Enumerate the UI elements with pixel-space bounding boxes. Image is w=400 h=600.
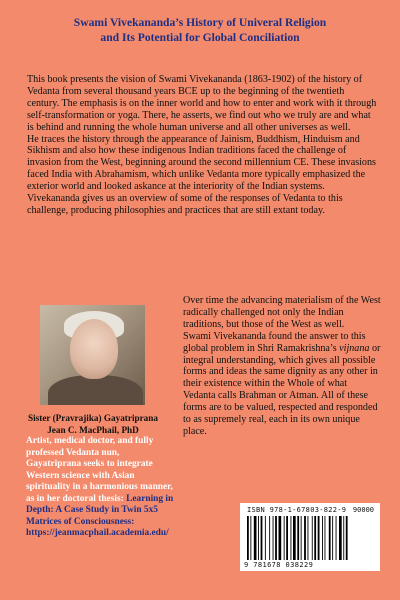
barcode-bar (273, 516, 274, 560)
barcode-bar (301, 516, 302, 560)
isbn-label: ISBN 978-1-67803-822-9 (247, 506, 347, 514)
paragraph-overview: Vivekananda gives us an overview of some of the responses of Vedanta to this challenge, producing philosophies and practices that are still extant today. (27, 193, 343, 216)
vijnana-term: vijnana (339, 342, 370, 354)
barcode-bar (325, 516, 326, 560)
answer-text-2: or integral understanding, which gives all possible forms and ideas the same dignity as any other in their existence within the Whole of what Vedanta calls Brahman or Atman. All of these forms are to be valued, respected and responded to as supremely real, each in its own unique place. (183, 342, 381, 437)
barcode-bar (254, 516, 257, 560)
barcode-bar (265, 516, 266, 560)
barcode-bar (304, 516, 306, 560)
author-url[interactable]: https://jeanmacphail.academia.edu/ (26, 528, 169, 538)
barcode-bar (250, 516, 251, 560)
bio-text: Artist, medical doctor, and fully professed Vedanta nun, Gayatriprana seeks to integrate Western science with Asian spirituality in a harmonious manner, as in her doctoral thesis: (26, 436, 173, 504)
barcode-bar (314, 516, 316, 560)
barcode-bar (318, 516, 320, 560)
isbn-barcode (240, 503, 380, 571)
barcode-bar (312, 516, 313, 560)
barcode-bar (291, 516, 292, 560)
answer-text-1: Swami Vivekananda found the answer to this global problem in Shri Ramakrishna’s (183, 330, 366, 354)
barcode-bar (332, 516, 333, 560)
paragraph-history: He traces the history through the appearance of Jainism, Buddhism, Hinduism and Sikhism and also how these indigenous Indian traditions faced the challenge of invasion from the West, beginning around the second millennium CE. These invasions faced India with Abrahamism, which unlike Vedanta more typically emphasized the exterior world and looked askance at the interiority of the Indian systems. (27, 133, 376, 193)
barcode-bar (308, 516, 309, 560)
title-line-1: Swami Vivekananda’s History of Univeral Religion (73, 16, 327, 29)
barcode-bar (279, 516, 282, 560)
author-name-religious: Sister (Pravrajika) Gayatriprana (28, 413, 158, 423)
paragraph-vision: This book presents the vision of Swami Vivekananda (1863-1902) of the history of Vedanta from several thousand years BCE up to the beginning of the twentieth century. The emphasis is on the inner world and how to enter and work with it through self-transformation or yoga. There, he asserts, we find out who we truly are and what is behind and running the whole human universe and all other universes as well. (27, 74, 377, 133)
barcode-bar (286, 516, 288, 560)
barcode-bar (322, 516, 323, 560)
description-right (183, 295, 381, 438)
title-line-2: and Its Potential for Global Conciliation (100, 31, 300, 44)
barcode-bar (247, 516, 249, 560)
barcode-bar (275, 516, 277, 560)
barcode-bar (293, 516, 296, 560)
paragraph-answer (183, 331, 381, 438)
barcode-bar (261, 516, 263, 560)
barcode-bar (329, 516, 331, 560)
description-top (27, 74, 377, 217)
barcode-bars (245, 516, 375, 560)
barcode-digits: 9 781678 038229 (244, 561, 314, 569)
barcode-bar (339, 516, 342, 560)
barcode-bar (258, 516, 259, 560)
thesis-title: Learning in Depth: A Case Study in Twin 5x5 Matrices of Consciousness: (26, 493, 174, 527)
author-photo-icon (40, 305, 145, 405)
author-bio (26, 436, 176, 540)
paragraph-materialism: Over time the advancing materialism of the West radically challenged not only the Indian traditions, but those of the West as well. (183, 295, 381, 330)
barcode-bar (343, 516, 344, 560)
price-code: 90000 (352, 506, 374, 514)
author-name-secular: Jean C. MacPhail, PhD (47, 425, 139, 435)
barcode-bar (336, 516, 337, 560)
barcode-bar (284, 516, 285, 560)
barcode-bar (297, 516, 299, 560)
barcode-bar (346, 516, 348, 560)
barcode-bar (269, 516, 270, 560)
book-title (20, 15, 380, 45)
author-caption (28, 412, 158, 436)
